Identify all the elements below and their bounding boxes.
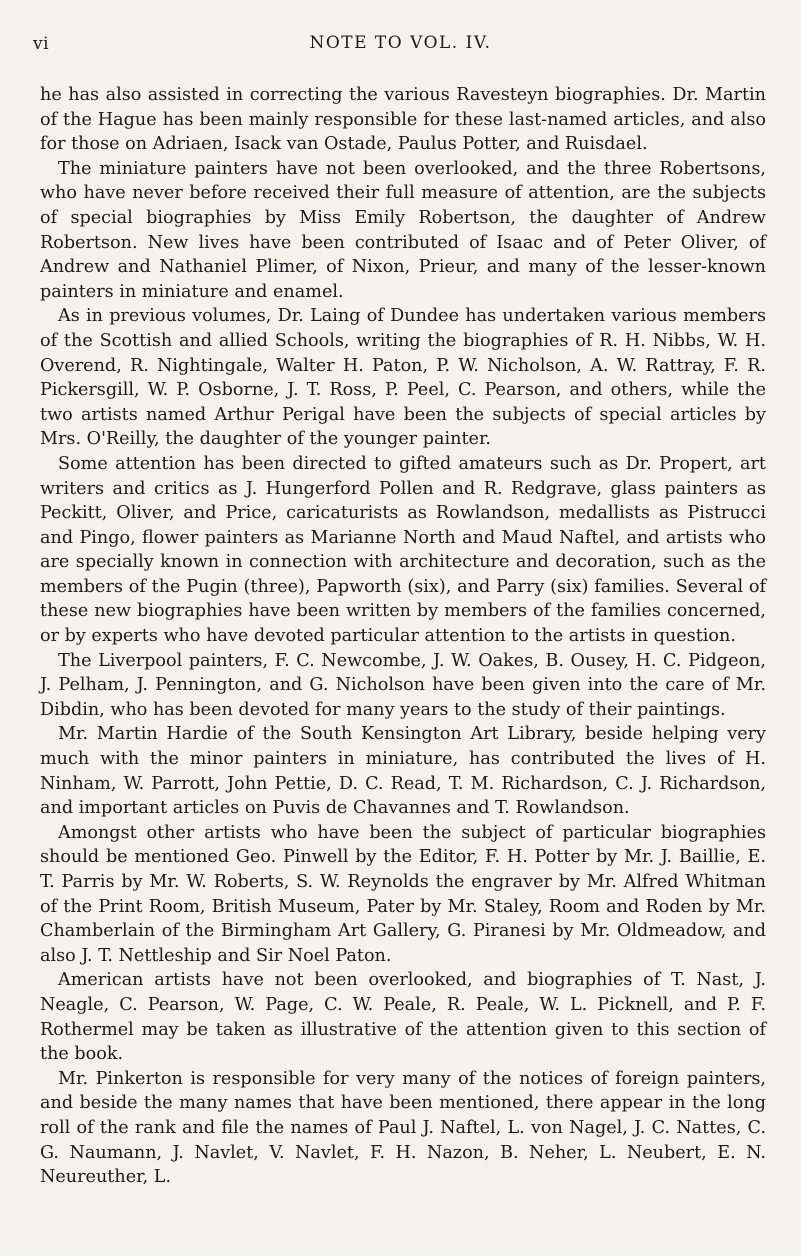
paragraph: As in previous volumes, Dr. Laing of Dundee has undertaken various members of the Scottish and allied Schools, writing the biographies of R. H. Nibbs, W. H. Overend, R. Nightingale, Walter H. Paton, P. W. Nicholson, A. W. Rattray, F. R. Pickersgill, W. P. Osborne, J. T. Ross, P. Peel, C. Pearson, and others, while the two artists named Arthur Perigal have been the subjects of special articles by Mrs. O'Reilly, the daughter of the younger painter.	[40, 306, 766, 450]
page-number: vi	[33, 34, 50, 54]
paragraph: The miniature painters have not been overlooked, and the three Robertsons, who have never before received their full measure of attention, are the subjects of special biographies by Miss Emily Robertson, the daughter of Andrew Robertson. New lives have been contributed of Isaac and of Peter Oliver, of Andrew and Nathaniel Plimer, of Nixon, Prieur, and many of the lesser-known painters in miniature and enamel.	[40, 158, 766, 302]
paragraph: American artists have not been overlooked, and biographies of T. Nast, J. Neagle, C. Pearson, W. Page, C. W. Peale, R. Peale, W. L. Picknell, and P. F. Rothermel may be taken as illustrative of the attention given to this section of the book.	[40, 970, 766, 1065]
running-title: NOTE TO VOL. IV.	[309, 33, 492, 53]
paragraph: Mr. Martin Hardie of the South Kensington Art Library, beside helping very much with the minor painters in miniature, has contributed the lives of H. Ninham, W. Parrott, John Pettie, D. C. Read, T. M. Richardson, C. J. Richardson, and important articles on Puvis de Chavannes and T. Rowlandson.	[40, 724, 766, 819]
paragraph: Mr. Pinkerton is responsible for very many of the notices of foreign painters, and beside the many names that have been mentioned, there appear in the long roll of the rank and file the names of Paul J. Naftel, L. von Nagel, J. C. Nattes, C. G. Naumann, J. Navlet, V. Navlet, F. H. Nazon, B. Neher, L. Neubert, E. N. Neureuther, L.	[40, 1068, 766, 1188]
body-text	[40, 83, 766, 1190]
paragraph: Amongst other artists who have been the subject of particular biographies should be mentioned Geo. Pinwell by the Editor, F. H. Potter by Mr. J. Baillie, E. T. Parris by Mr. W. Roberts, S. W. Reynolds the engraver by Mr. Alfred Whitman of the Print Room, British Museum, Pater by Mr. Staley, Room and Roden by Mr. Chamberlain of the Birmingham Art Gallery, G. Piranesi by Mr. Oldmeadow, and also J. T. Nettleship and Sir Noel Paton.	[40, 822, 766, 966]
paragraph: he has also assisted in correcting the various Ravesteyn biographies. Dr. Martin of the Hague has been mainly responsible for these last-named articles, and also for those on Adriaen, Isack van Ostade, Paulus Potter, and Ruisdael.	[40, 85, 766, 155]
paragraph: Some attention has been directed to gifted amateurs such as Dr. Propert, art writers and critics as J. Hungerford Pollen and R. Redgrave, glass painters as Peckitt, Oliver, and Price, caricaturists as Rowlandson, medallists as Pistrucci and Pingo, flower painters as Marianne North and Maud Naftel, and artists who are specially known in connection with architecture and decoration, such as the members of the Pugin (three), Papworth (six), and Parry (six) families. Several of these new biographies have been written by members of the families concerned, or by experts who have devoted particular attention to the artists in question.	[40, 453, 766, 647]
paragraph: The Liverpool painters, F. C. Newcombe, J. W. Oakes, B. Ousey, H. C. Pidgeon, J. Pelham, J. Pennington, and G. Nicholson have been given into the care of Mr. Dibdin, who has been devoted for many years to the study of their paintings.	[40, 650, 766, 720]
